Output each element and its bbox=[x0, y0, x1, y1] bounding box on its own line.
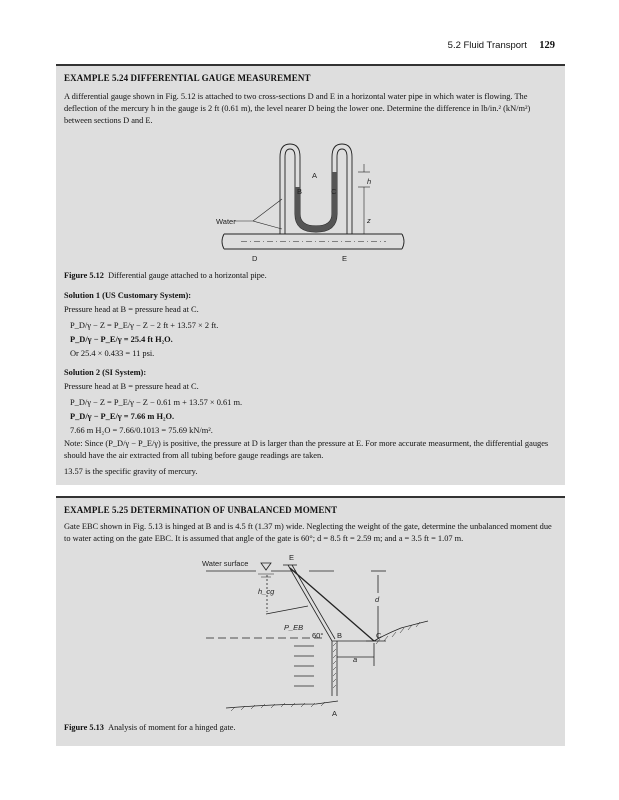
label-a: A bbox=[312, 171, 318, 180]
label-h: h bbox=[367, 177, 372, 186]
label-z: z bbox=[367, 216, 371, 225]
label-e: E bbox=[342, 254, 348, 263]
label-d: d bbox=[375, 595, 380, 604]
label-a: a bbox=[353, 655, 358, 664]
solution1-line3: Or 25.4 × 0.433 = 11 psi. bbox=[70, 349, 155, 358]
solution2-line3: 7.66 m H₂O = 7.66/0.1013 = 75.69 kN/m². bbox=[70, 426, 213, 435]
example-5-25-box bbox=[56, 496, 565, 746]
example-title: EXAMPLE 5.25 DETERMINATION OF UNBALANCED MOMENT bbox=[64, 505, 338, 515]
solution1-line0: Pressure head at B = pressure head at C. bbox=[64, 305, 199, 314]
example-5-24-box bbox=[56, 64, 565, 485]
figure-5-13-diagram bbox=[56, 496, 565, 728]
label-peb: P_EB bbox=[284, 623, 304, 632]
label-angle: 60° bbox=[312, 631, 324, 640]
solution2-heading: Solution 2 (SI System): bbox=[64, 368, 147, 377]
label-water: Water bbox=[216, 217, 236, 226]
solution2-line0: Pressure head at B = pressure head at C. bbox=[64, 382, 199, 391]
solution2-line2: P_D/γ − P_E/γ = 7.66 m H₂O. bbox=[70, 412, 175, 421]
label-hcg: h_cg bbox=[258, 587, 275, 596]
caption-label: Figure 5.12 bbox=[64, 271, 104, 280]
running-header bbox=[448, 40, 555, 51]
label-b: B bbox=[297, 187, 303, 196]
caption-label: Figure 5.13 bbox=[64, 723, 104, 732]
page-number: 129 bbox=[539, 40, 555, 51]
example-title: EXAMPLE 5.24 DIFFERENTIAL GAUGE MEASUREMENT bbox=[64, 73, 311, 83]
label-b: B bbox=[337, 631, 343, 640]
label-d: D bbox=[252, 254, 258, 263]
label-point-a: A bbox=[332, 709, 338, 718]
label-c: C bbox=[331, 187, 337, 196]
problem-statement: A differential gauge shown in Fig. 5.12 is attached to two cross-sections D and E in a horizontal water pipe in which water is flowing. The deflection of the mercury h in the gauge is 2 ft (0.61 m), the level nearer D being the lower one. Determine the difference in lb/in.² (kN/m²) between sections D and E. bbox=[64, 92, 531, 125]
solution1-line2: P_D/γ − P_E/γ = 25.4 ft H₂O. bbox=[70, 335, 173, 344]
section-title: 5.2 Fluid Transport bbox=[447, 40, 527, 51]
caption-text: Differential gauge attached to a horizontal pipe. bbox=[108, 271, 267, 280]
mercury-column bbox=[295, 172, 337, 232]
label-e: E bbox=[289, 553, 295, 562]
note: Note: Since (P_D/γ − P_E/γ) is positive, the pressure at D is larger than the pressure at E. For more accurate measurment, the differential gauges should have the air extracted from all tubing before gauge readings are taken. bbox=[64, 439, 549, 460]
figure-5-12-diagram bbox=[56, 64, 565, 274]
label-water-surface: Water surface bbox=[202, 559, 249, 568]
solution2-line1: P_D/γ − Z = P_E/γ − Z − 0.61 m + 13.57 × 0.61 m. bbox=[70, 398, 243, 407]
figure-caption bbox=[64, 271, 267, 280]
figure-caption bbox=[64, 723, 236, 732]
problem-statement: Gate EBC shown in Fig. 5.13 is hinged at B and is 4.5 ft (1.37 m) wide. Neglecting the weight of the gate, determine the unbalanced moment due to water acting on the gate EBC. It is assumed that angle of the gate is 60°; d = 8.5 ft = 2.59 m; and a = 3.5 ft = 1.07 m. bbox=[64, 522, 552, 543]
solution1-line1: P_D/γ − Z = P_E/γ − Z − 2 ft + 13.57 × 2 ft. bbox=[70, 321, 219, 330]
label-c: C bbox=[376, 631, 382, 640]
caption-text: Analysis of moment for a hinged gate. bbox=[108, 723, 236, 732]
specific-gravity-note: 13.57 is the specific gravity of mercury. bbox=[64, 467, 198, 476]
solution1-heading: Solution 1 (US Customary System): bbox=[64, 291, 192, 300]
